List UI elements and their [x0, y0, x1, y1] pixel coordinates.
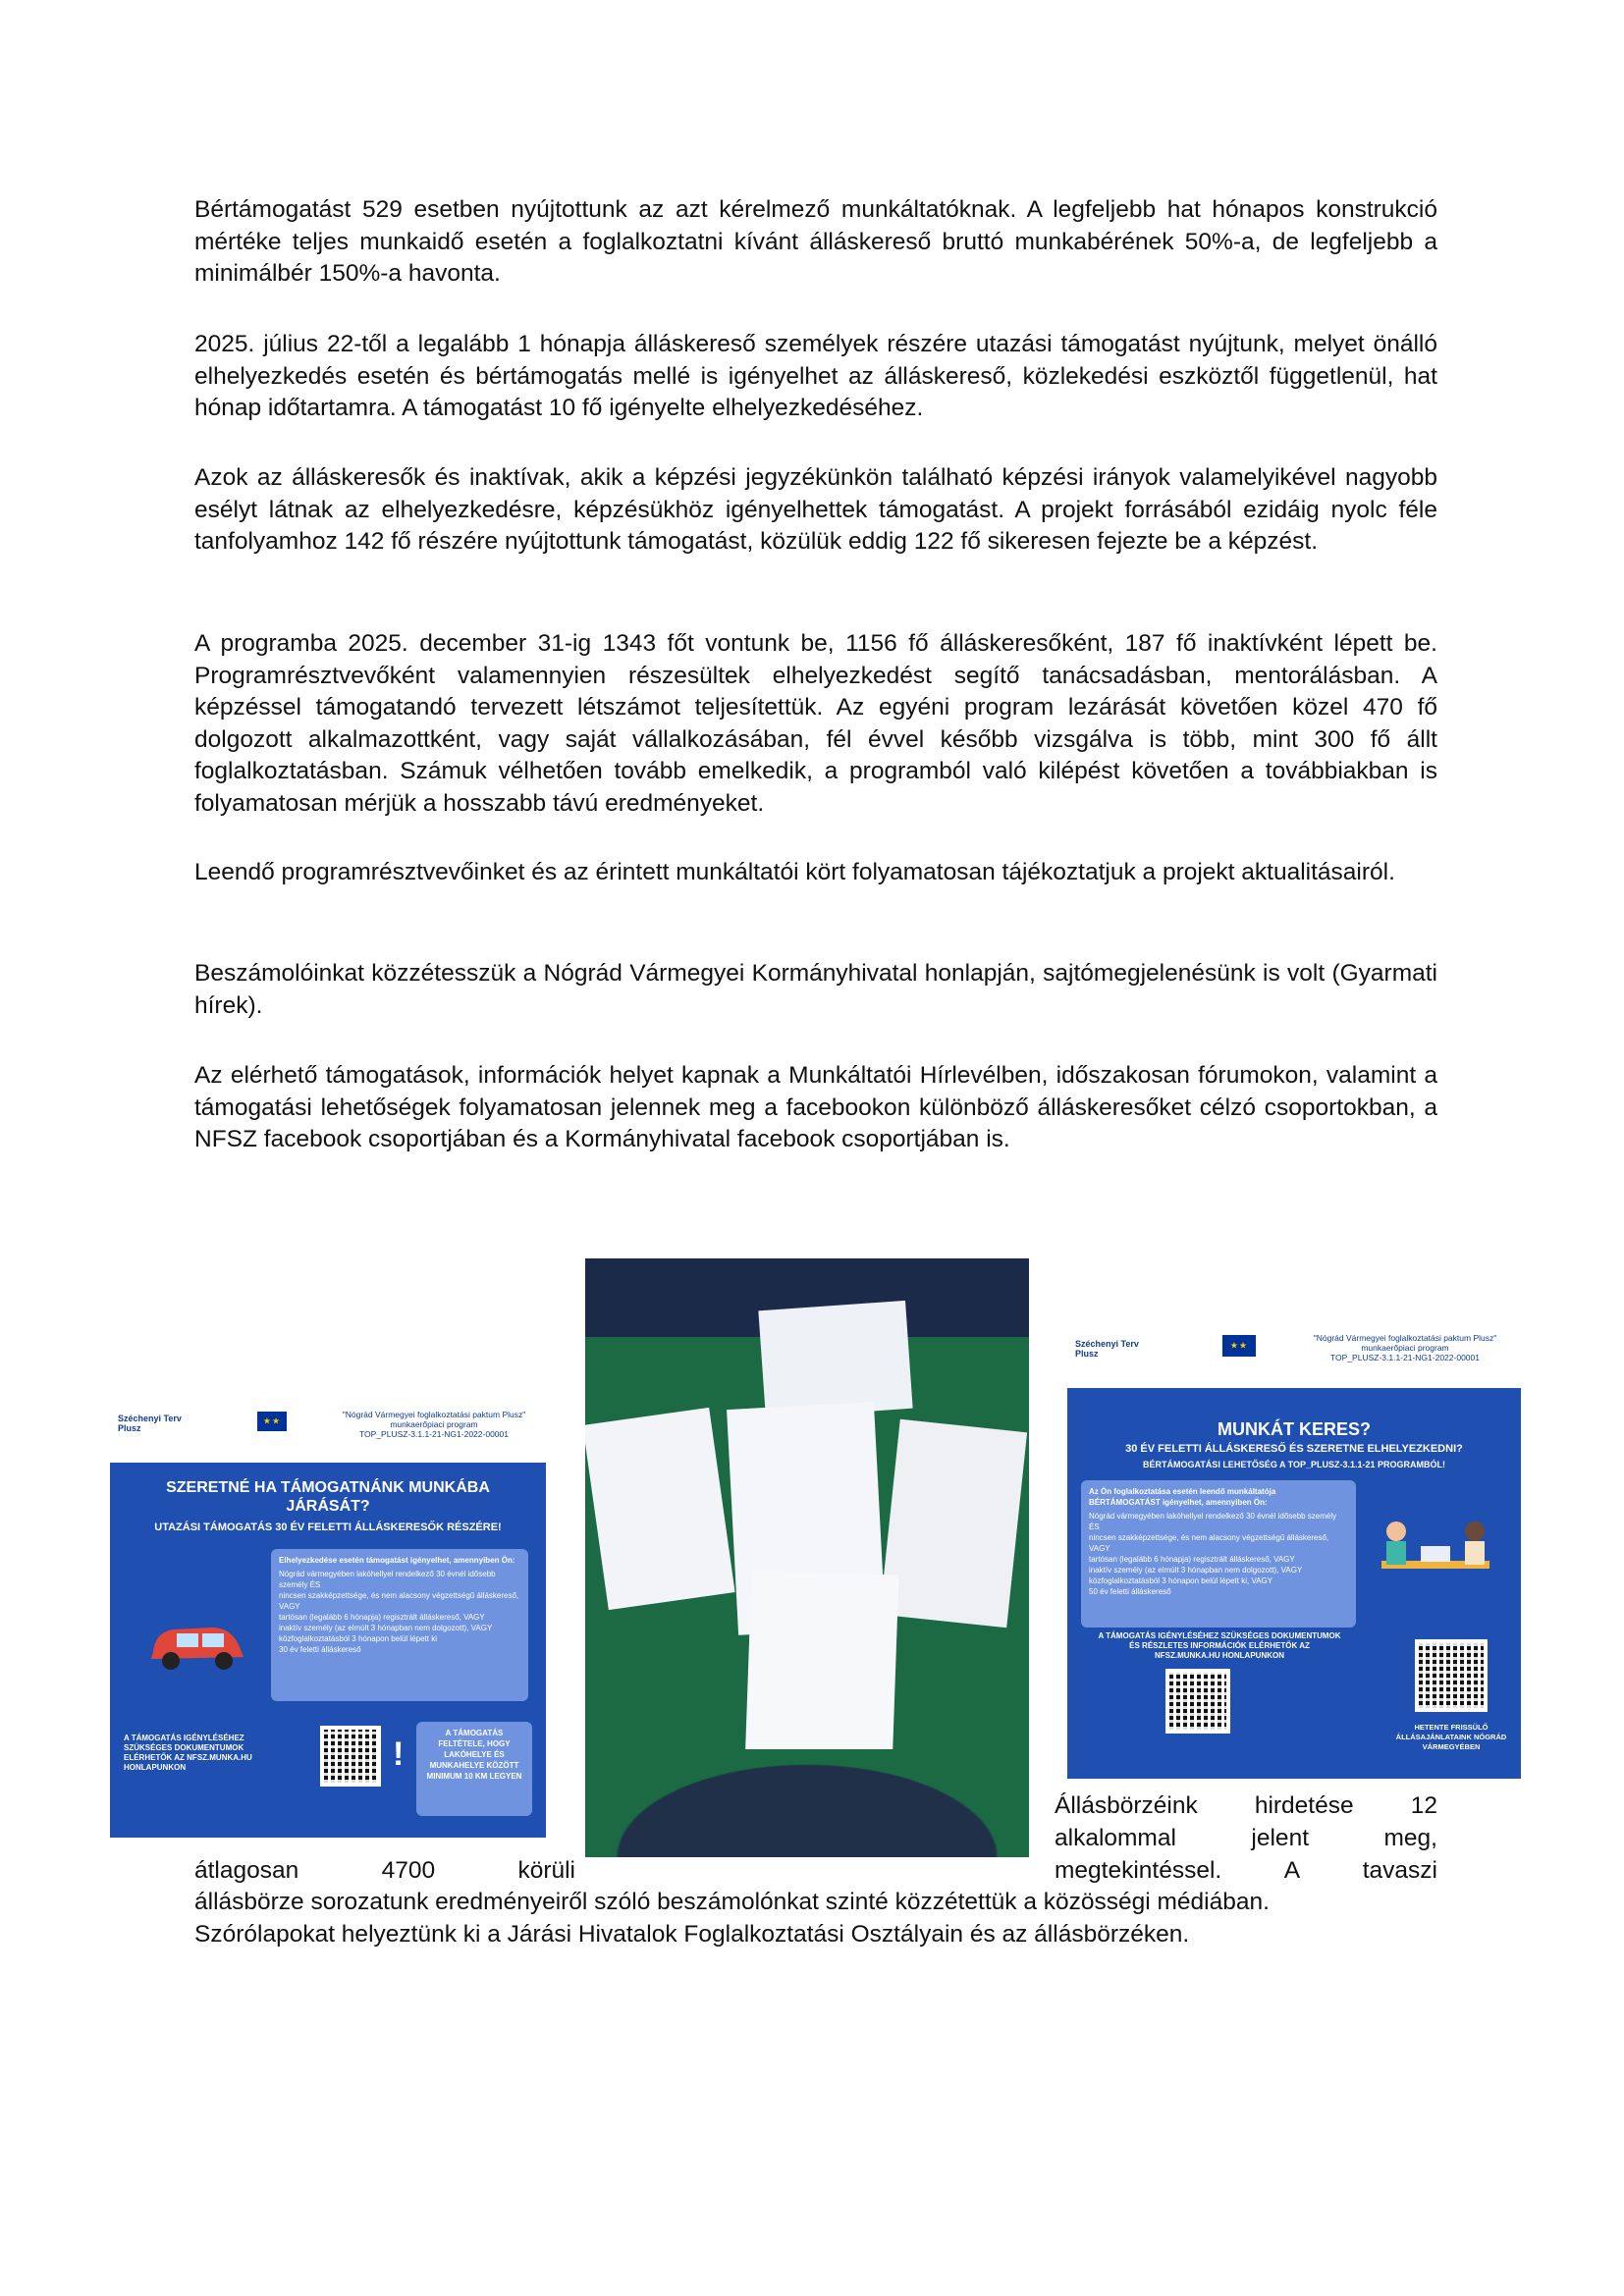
travel-support-poster	[110, 1402, 546, 1838]
eligibility-item: nincsen szakképzettsége, és nem alacsony végzettségű álláskereső, VAGY	[279, 1591, 519, 1611]
exclamation-icon: !	[393, 1735, 405, 1773]
poster-header	[110, 1402, 546, 1463]
eligibility-title: Az Ön foglalkoztatása esetén leendő munkáltatója BÉRTÁMOGATÁST igényelhet, amennyiben Ön:	[1089, 1487, 1276, 1507]
eligibility-item: 30 év feletti álláskereső	[279, 1645, 361, 1654]
flyer-sheet	[758, 1301, 912, 1418]
weekly-offers-caption: HETENTE FRISSÜLŐ ÁLLÁSAJÁNLATAINK NÓGRÁD VÁRMEGYÉBEN	[1395, 1723, 1507, 1751]
eligibility-item: Nógrád vármegyében lakóhellyel rendelkező 30 évnél idősebb személy ÉS	[1089, 1512, 1337, 1531]
poster-header-title: "Nógrád Vármegyei foglalkoztatási paktum Plusz"	[1313, 1333, 1497, 1343]
job-fair-line-2: alkalommal jelent meg,	[1055, 1825, 1437, 1851]
paragraph-wage-subsidy: Bértámogatást 529 esetben nyújtottunk az azt kérelmező munkáltatóknak. A legfeljebb hat hónapos konstrukció mértéke teljes munkaidő esetén a foglalkoztatni kívánt álláskereső bruttó munkabérének 50%-a, de legfeljebb a minimálbér 150%-a havonta.	[194, 196, 1437, 287]
poster-headline: SZERETNÉ HA TÁMOGATNÁNK MUNKÁBA JÁRÁSÁT?	[166, 1479, 490, 1515]
poster-header	[1067, 1325, 1521, 1388]
qr-code-2	[1415, 1639, 1488, 1712]
flyer-sheet	[585, 1408, 735, 1610]
paragraph-travel-support: 2025. július 22-től a legalább 1 hónapja álláskereső személyek részére utazási támogatást nyújtunk, melyet önálló elhelyezkedés esetén és bértámogatás mellé is igényelhet az álláskereső, közlekedési eszköztől függetlenül, hat hónap időtartamra. A támogatást 10 fő igényelte elhelyezkedéséhez.	[194, 331, 1437, 421]
condition-box: A TÁMOGATÁS FELTÉTELE, HOGY LAKÓHELYE ÉS MUNKAHELYE KÖZÖTT MINIMUM 10 KM LEGYEN	[416, 1722, 532, 1816]
eligibility-item: nincsen szakképzettsége, és nem alacsony végzettségű álláskereső, VAGY	[1089, 1533, 1329, 1553]
poster-header-code: TOP_PLUSZ-3.1.1-21-NG1-2022-00001	[1330, 1353, 1480, 1362]
poster-subheadline-2: BÉRTÁMOGATÁSI LEHETŐSÉG A TOP_PLUSZ-3.1.1-21 PROGRAMBÓL!	[1142, 1460, 1446, 1469]
eligibility-title: Elhelyezkedése esetén támogatást igényelhet, amennyiben Ön:	[279, 1556, 515, 1565]
szechenyi-logo: Széchenyi Terv Plusz	[118, 1414, 182, 1433]
eligibility-item: tartósan (legalább 6 hónapja) regisztrált álláskereső, VAGY	[1089, 1555, 1295, 1564]
meeting-illustration-icon	[1362, 1502, 1509, 1610]
qr-code	[320, 1726, 381, 1787]
poster-header-code: TOP_PLUSZ-3.1.1-21-NG1-2022-00001	[359, 1429, 509, 1439]
paragraph-program-results: A programba 2025. december 31-ig 1343 főt vontunk be, 1156 fő álláskeresőként, 187 fő inaktívként lépett be. Programrésztvevőként valamennyien részesültek elhelyezkedést segítő tanácsadásban, mentorálásban. A képzéssel támogatandó tervezett létszámot teljesítettük. Az egyéni program lezárását követően közel 470 fő dolgozott alkalmazottként, vagy saját vállalkozásában, fél évvel később vizsgálva is több, mint 300 fő állt foglalkoztatásban. Számuk vélhetően tovább emelkedik, a programból való kilépést követően a továbbiakban is folyamatosan mérjük a hosszabb távú eredményeket.	[194, 630, 1437, 817]
paragraph-publications: Beszámolóinkat közzétesszük a Nógrád Vármegyei Kormányhivatal honlapján, sajtómegjelenésünk is volt (Gyarmati hírek).	[194, 960, 1437, 1019]
qr-code	[1165, 1669, 1230, 1734]
poster-header-sub: munkaerőpiaci program	[390, 1419, 478, 1429]
job-fair-line-4: állásbörze sorozatunk eredményeiről szóló beszámolónkat szinté közzétettük a közösségi médiában.	[194, 1889, 1270, 1915]
eligibility-item: közfoglalkoztatásból 3 hónapon belül lépett ki	[279, 1634, 437, 1643]
szechenyi-logo: Széchenyi Terv Plusz	[1075, 1339, 1139, 1359]
car-icon	[143, 1608, 251, 1677]
poster-header-text	[326, 1410, 542, 1439]
poster-headline: MUNKÁT KERES?	[1218, 1419, 1371, 1439]
poster-header-title: "Nógrád Vármegyei foglalkoztatási paktum Plusz"	[342, 1410, 526, 1419]
eligibility-item: közfoglalkoztatásból 3 hónapon belül lépett ki, VAGY	[1089, 1576, 1273, 1585]
eligibility-item: inaktív személy (az elmúlt 3 hónapban nem dolgozott), VAGY	[1089, 1566, 1303, 1575]
job-fair-line-1: Állásbörzéink hirdetése 12	[1055, 1792, 1437, 1819]
flyer-sheet	[745, 1570, 899, 1771]
eligibility-item: inaktív személy (az elmúlt 3 hónapban nem dolgozott), VAGY	[279, 1624, 493, 1632]
paragraph-training: Azok az álláskeresők és inaktívak, akik a képzési jegyzékünkön található képzési irányok valamelyikével nagyobb esélyt látnak az elhelyezkedésre, képzésükhöz igényelhettek támogatást. A projekt forrásából ezidáig nyolc féle tanfolyamhoz 142 fő részére nyújtottunk támogatást, közülük eddig 122 fő sikeresen fejezte be a képzést.	[194, 464, 1437, 555]
eligibility-box	[1081, 1480, 1356, 1628]
eligibility-item: tartósan (legalább 6 hónapja) regisztrált álláskereső, VAGY	[279, 1613, 485, 1622]
eligibility-box	[271, 1549, 528, 1701]
poster-header-text	[1293, 1333, 1517, 1362]
paragraph-information: Leendő programrésztvevőinket és az érintett munkáltatói kört folyamatosan tájékoztatjuk a projekt aktualitásairól.	[194, 859, 1395, 885]
eu-flag-icon: ★★	[257, 1412, 287, 1431]
poster-header-sub: munkaerőpiaci program	[1361, 1343, 1449, 1353]
poster-subheadline: 30 ÉV FELETTI ÁLLÁSKERESŐ ÉS SZERETNE ELHELYEZKEDNI?	[1125, 1443, 1463, 1455]
flyer-sheet	[880, 1419, 1027, 1628]
eligibility-item: 50 év feletti álláskereső	[1089, 1587, 1171, 1596]
documents-caption: A TÁMOGATÁS IGÉNYLÉSÉHEZ SZÜKSÉGES DOKUMENTUMOK ELÉRHETŐK AZ NFSZ.MUNKA.HU HONLAPUNKON	[124, 1734, 252, 1772]
job-fair-line-5: Szórólapokat helyeztünk ki a Járási Hivatalok Foglalkoztatási Osztályain és az állásbörzéken.	[194, 1921, 1190, 1948]
paragraph-channels: Az elérhető támogatások, információk helyet kapnak a Munkáltatói Hírlevélben, időszakosan fórumokon, valamint a támogatási lehetőségek folyamatosan jelennek meg a facebookon különböző álláskeresőket célzó csoportokban, a NFSZ facebook csoportjában és a Kormányhivatal facebook csoportjában is.	[194, 1062, 1437, 1152]
eligibility-item: Nógrád vármegyében lakóhellyel rendelkező 30 évnél idősebb személy ÉS	[279, 1570, 496, 1589]
foreground-shadow	[585, 1749, 1029, 1857]
job-fair-line-3b: megtekintéssel. A tavaszi	[1055, 1857, 1437, 1884]
wage-subsidy-poster	[1067, 1325, 1521, 1779]
documents-caption: A TÁMOGATÁS IGÉNYLÉSÉHEZ SZÜKSÉGES DOKUMENTUMOK ÉS RÉSZLETES INFORMÁCIÓK ELÉRHETŐK AZ NFSZ.MUNKA.HU HONLAPUNKON	[1098, 1631, 1341, 1660]
job-fair-line-3a: átlagosan 4700 körüli	[194, 1857, 575, 1884]
eu-flag-icon: ★★	[1222, 1335, 1256, 1357]
flyers-table-photo	[585, 1258, 1029, 1857]
poster-subheadline: UTAZÁSI TÁMOGATÁS 30 ÉV FELETTI ÁLLÁSKERESŐK RÉSZÉRE!	[154, 1522, 502, 1533]
